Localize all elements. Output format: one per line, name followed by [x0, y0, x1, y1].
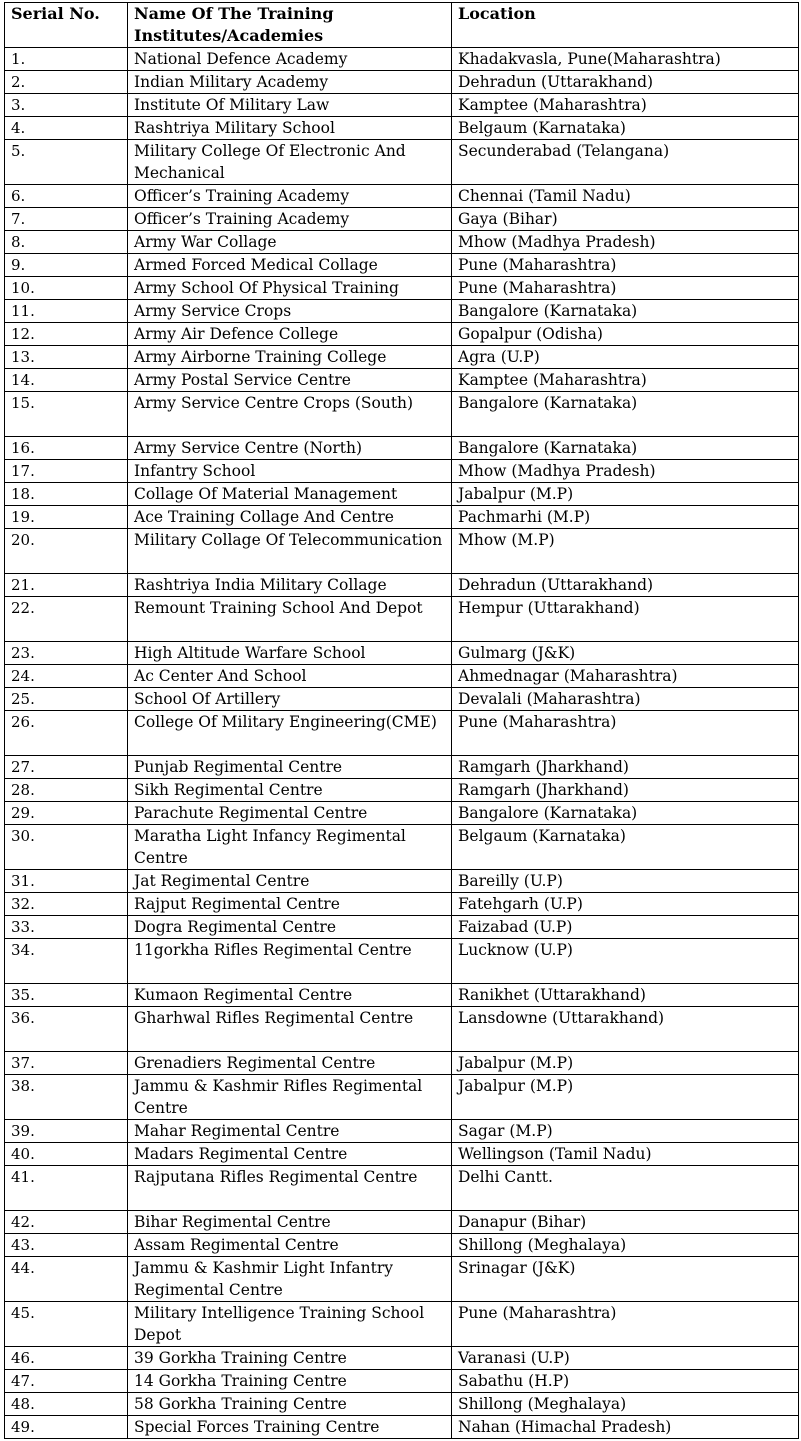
serial-cell: 6.	[5, 185, 128, 208]
location-cell: Ahmednagar (Maharashtra)	[452, 665, 799, 688]
location-cell: Chennai (Tamil Nadu)	[452, 185, 799, 208]
table-row	[5, 1075, 799, 1120]
header-name: Name Of The Training Institutes/Academies	[128, 3, 452, 48]
institute-name-cell: Punjab Regimental Centre	[128, 756, 452, 779]
serial-cell: 26.	[5, 711, 128, 756]
institute-name-cell: Military Intelligence Training School Depot	[128, 1302, 452, 1347]
institute-name-cell: Officer’s Training Academy	[128, 208, 452, 231]
table-row	[5, 597, 799, 642]
institute-name-cell: Army School Of Physical Training	[128, 277, 452, 300]
table-row	[5, 825, 799, 870]
institute-name-cell: Infantry School	[128, 460, 452, 483]
table-row	[5, 665, 799, 688]
location-cell: Gaya (Bihar)	[452, 208, 799, 231]
table-row	[5, 916, 799, 939]
table-row	[5, 185, 799, 208]
serial-cell: 46.	[5, 1347, 128, 1370]
institute-name-cell: Army Postal Service Centre	[128, 369, 452, 392]
serial-cell: 48.	[5, 1393, 128, 1416]
institute-name-cell: 11gorkha Rifles Regimental Centre	[128, 939, 452, 984]
institute-name-cell: School Of Artillery	[128, 688, 452, 711]
serial-cell: 43.	[5, 1234, 128, 1257]
table-row	[5, 1211, 799, 1234]
serial-cell: 9.	[5, 254, 128, 277]
table-row	[5, 1347, 799, 1370]
serial-cell: 11.	[5, 300, 128, 323]
location-cell: Faizabad (U.P)	[452, 916, 799, 939]
institute-name-cell: High Altitude Warfare School	[128, 642, 452, 665]
institute-name-cell: Sikh Regimental Centre	[128, 779, 452, 802]
location-cell: Nahan (Himachal Pradesh)	[452, 1416, 799, 1439]
institute-name-cell: Madars Regimental Centre	[128, 1143, 452, 1166]
serial-cell: 23.	[5, 642, 128, 665]
location-cell: Ramgarh (Jharkhand)	[452, 756, 799, 779]
table-row	[5, 48, 799, 71]
serial-cell: 49.	[5, 1416, 128, 1439]
location-cell: Bangalore (Karnataka)	[452, 802, 799, 825]
location-cell: Kamptee (Maharashtra)	[452, 94, 799, 117]
serial-cell: 18.	[5, 483, 128, 506]
institute-name-cell: Army Service Centre Crops (South)	[128, 392, 452, 437]
serial-cell: 22.	[5, 597, 128, 642]
location-cell: Srinagar (J&K)	[452, 1257, 799, 1302]
institute-name-cell: Army Service Crops	[128, 300, 452, 323]
institute-name-cell: Special Forces Training Centre	[128, 1416, 452, 1439]
institute-name-cell: Collage Of Material Management	[128, 483, 452, 506]
table-row	[5, 1393, 799, 1416]
table-row	[5, 71, 799, 94]
serial-cell: 45.	[5, 1302, 128, 1347]
serial-cell: 15.	[5, 392, 128, 437]
header-serial: Serial No.	[5, 3, 128, 48]
location-cell: Dehradun (Uttarakhand)	[452, 71, 799, 94]
institute-name-cell: Rashtriya India Military Collage	[128, 574, 452, 597]
location-cell: Ranikhet (Uttarakhand)	[452, 984, 799, 1007]
location-cell: Mhow (M.P)	[452, 529, 799, 574]
table-row	[5, 437, 799, 460]
institute-name-cell: Institute Of Military Law	[128, 94, 452, 117]
table-row	[5, 460, 799, 483]
institute-name-cell: Grenadiers Regimental Centre	[128, 1052, 452, 1075]
location-cell: Shillong (Meghalaya)	[452, 1393, 799, 1416]
location-cell: Lansdowne (Uttarakhand)	[452, 1007, 799, 1052]
serial-cell: 47.	[5, 1370, 128, 1393]
location-cell: Devalali (Maharashtra)	[452, 688, 799, 711]
location-cell: Agra (U.P)	[452, 346, 799, 369]
serial-cell: 2.	[5, 71, 128, 94]
location-cell: Ramgarh (Jharkhand)	[452, 779, 799, 802]
table-row	[5, 483, 799, 506]
serial-cell: 40.	[5, 1143, 128, 1166]
training-institutes-table	[4, 2, 799, 1439]
table-row	[5, 1052, 799, 1075]
serial-cell: 33.	[5, 916, 128, 939]
table-row	[5, 1120, 799, 1143]
location-cell: Gulmarg (J&K)	[452, 642, 799, 665]
location-cell: Pune (Maharashtra)	[452, 711, 799, 756]
table-row	[5, 1302, 799, 1347]
table-row	[5, 1143, 799, 1166]
serial-cell: 19.	[5, 506, 128, 529]
institute-name-cell: Army Air Defence College	[128, 323, 452, 346]
table-row	[5, 231, 799, 254]
institute-name-cell: Army War Collage	[128, 231, 452, 254]
institute-name-cell: Mahar Regimental Centre	[128, 1120, 452, 1143]
institute-name-cell: Kumaon Regimental Centre	[128, 984, 452, 1007]
serial-cell: 17.	[5, 460, 128, 483]
table-row	[5, 346, 799, 369]
header-row	[5, 3, 799, 48]
table-row	[5, 802, 799, 825]
table-row	[5, 756, 799, 779]
serial-cell: 3.	[5, 94, 128, 117]
location-cell: Wellingson (Tamil Nadu)	[452, 1143, 799, 1166]
serial-cell: 24.	[5, 665, 128, 688]
table-row	[5, 893, 799, 916]
institute-name-cell: Army Service Centre (North)	[128, 437, 452, 460]
table-row	[5, 574, 799, 597]
table-row	[5, 208, 799, 231]
location-cell: Dehradun (Uttarakhand)	[452, 574, 799, 597]
serial-cell: 20.	[5, 529, 128, 574]
location-cell: Jabalpur (M.P)	[452, 1052, 799, 1075]
serial-cell: 31.	[5, 870, 128, 893]
serial-cell: 42.	[5, 1211, 128, 1234]
table-row	[5, 117, 799, 140]
serial-cell: 14.	[5, 369, 128, 392]
serial-cell: 41.	[5, 1166, 128, 1211]
serial-cell: 32.	[5, 893, 128, 916]
institute-name-cell: Military College Of Electronic And Mechanical	[128, 140, 452, 185]
institute-name-cell: Ac Center And School	[128, 665, 452, 688]
serial-cell: 21.	[5, 574, 128, 597]
serial-cell: 39.	[5, 1120, 128, 1143]
institute-name-cell: 58 Gorkha Training Centre	[128, 1393, 452, 1416]
location-cell: Bangalore (Karnataka)	[452, 437, 799, 460]
location-cell: Gopalpur (Odisha)	[452, 323, 799, 346]
table-row	[5, 688, 799, 711]
serial-cell: 35.	[5, 984, 128, 1007]
institute-name-cell: Indian Military Academy	[128, 71, 452, 94]
serial-cell: 44.	[5, 1257, 128, 1302]
table-row	[5, 711, 799, 756]
table-row	[5, 369, 799, 392]
table-row	[5, 254, 799, 277]
header-location: Location	[452, 3, 799, 48]
institute-name-cell: Rashtriya Military School	[128, 117, 452, 140]
table-row	[5, 392, 799, 437]
table-row	[5, 277, 799, 300]
serial-cell: 5.	[5, 140, 128, 185]
location-cell: Sabathu (H.P)	[452, 1370, 799, 1393]
institute-name-cell: Armed Forced Medical Collage	[128, 254, 452, 277]
location-cell: Belgaum (Karnataka)	[452, 825, 799, 870]
institute-name-cell: 39 Gorkha Training Centre	[128, 1347, 452, 1370]
serial-cell: 34.	[5, 939, 128, 984]
serial-cell: 27.	[5, 756, 128, 779]
location-cell: Varanasi (U.P)	[452, 1347, 799, 1370]
table-row	[5, 506, 799, 529]
table-row	[5, 870, 799, 893]
serial-cell: 25.	[5, 688, 128, 711]
serial-cell: 30.	[5, 825, 128, 870]
location-cell: Mhow (Madhya Pradesh)	[452, 231, 799, 254]
institute-name-cell: Officer’s Training Academy	[128, 185, 452, 208]
location-cell: Pune (Maharashtra)	[452, 1302, 799, 1347]
table-row	[5, 94, 799, 117]
table-row	[5, 984, 799, 1007]
table-row	[5, 779, 799, 802]
institute-name-cell: Jammu & Kashmir Light Infantry Regimental Centre	[128, 1257, 452, 1302]
institute-name-cell: Army Airborne Training College	[128, 346, 452, 369]
table-row	[5, 323, 799, 346]
location-cell: Belgaum (Karnataka)	[452, 117, 799, 140]
table-row	[5, 1007, 799, 1052]
location-cell: Lucknow (U.P)	[452, 939, 799, 984]
serial-cell: 37.	[5, 1052, 128, 1075]
serial-cell: 29.	[5, 802, 128, 825]
location-cell: Mhow (Madhya Pradesh)	[452, 460, 799, 483]
institute-name-cell: Rajput Regimental Centre	[128, 893, 452, 916]
institute-name-cell: Jammu & Kashmir Rifles Regimental Centre	[128, 1075, 452, 1120]
table-row	[5, 140, 799, 185]
serial-cell: 28.	[5, 779, 128, 802]
location-cell: Pachmarhi (M.P)	[452, 506, 799, 529]
institute-name-cell: Remount Training School And Depot	[128, 597, 452, 642]
location-cell: Bareilly (U.P)	[452, 870, 799, 893]
location-cell: Hempur (Uttarakhand)	[452, 597, 799, 642]
table-row	[5, 939, 799, 984]
institute-name-cell: Rajputana Rifles Regimental Centre	[128, 1166, 452, 1211]
institute-name-cell: National Defence Academy	[128, 48, 452, 71]
serial-cell: 36.	[5, 1007, 128, 1052]
location-cell: Secunderabad (Telangana)	[452, 140, 799, 185]
table-body	[5, 48, 799, 1439]
location-cell: Shillong (Meghalaya)	[452, 1234, 799, 1257]
table-row	[5, 1370, 799, 1393]
location-cell: Jabalpur (M.P)	[452, 483, 799, 506]
location-cell: Kamptee (Maharashtra)	[452, 369, 799, 392]
serial-cell: 13.	[5, 346, 128, 369]
serial-cell: 12.	[5, 323, 128, 346]
table-row	[5, 642, 799, 665]
serial-cell: 1.	[5, 48, 128, 71]
location-cell: Bangalore (Karnataka)	[452, 300, 799, 323]
institute-name-cell: Gharhwal Rifles Regimental Centre	[128, 1007, 452, 1052]
location-cell: Pune (Maharashtra)	[452, 254, 799, 277]
table-row	[5, 529, 799, 574]
institute-name-cell: Jat Regimental Centre	[128, 870, 452, 893]
institute-name-cell: Ace Training Collage And Centre	[128, 506, 452, 529]
table-row	[5, 1166, 799, 1211]
serial-cell: 10.	[5, 277, 128, 300]
institute-name-cell: Bihar Regimental Centre	[128, 1211, 452, 1234]
institute-name-cell: Parachute Regimental Centre	[128, 802, 452, 825]
location-cell: Fatehgarh (U.P)	[452, 893, 799, 916]
serial-cell: 16.	[5, 437, 128, 460]
location-cell: Danapur (Bihar)	[452, 1211, 799, 1234]
institute-name-cell: College Of Military Engineering(CME)	[128, 711, 452, 756]
location-cell: Pune (Maharashtra)	[452, 277, 799, 300]
serial-cell: 7.	[5, 208, 128, 231]
institute-name-cell: Military Collage Of Telecommunication	[128, 529, 452, 574]
table-row	[5, 1416, 799, 1439]
serial-cell: 38.	[5, 1075, 128, 1120]
institute-name-cell: 14 Gorkha Training Centre	[128, 1370, 452, 1393]
location-cell: Jabalpur (M.P)	[452, 1075, 799, 1120]
serial-cell: 8.	[5, 231, 128, 254]
table-row	[5, 1257, 799, 1302]
serial-cell: 4.	[5, 117, 128, 140]
table-row	[5, 300, 799, 323]
location-cell: Khadakvasla, Pune(Maharashtra)	[452, 48, 799, 71]
table-row	[5, 1234, 799, 1257]
institute-name-cell: Maratha Light Infancy Regimental Centre	[128, 825, 452, 870]
institute-name-cell: Dogra Regimental Centre	[128, 916, 452, 939]
location-cell: Delhi Cantt.	[452, 1166, 799, 1211]
institute-name-cell: Assam Regimental Centre	[128, 1234, 452, 1257]
location-cell: Bangalore (Karnataka)	[452, 392, 799, 437]
location-cell: Sagar (M.P)	[452, 1120, 799, 1143]
